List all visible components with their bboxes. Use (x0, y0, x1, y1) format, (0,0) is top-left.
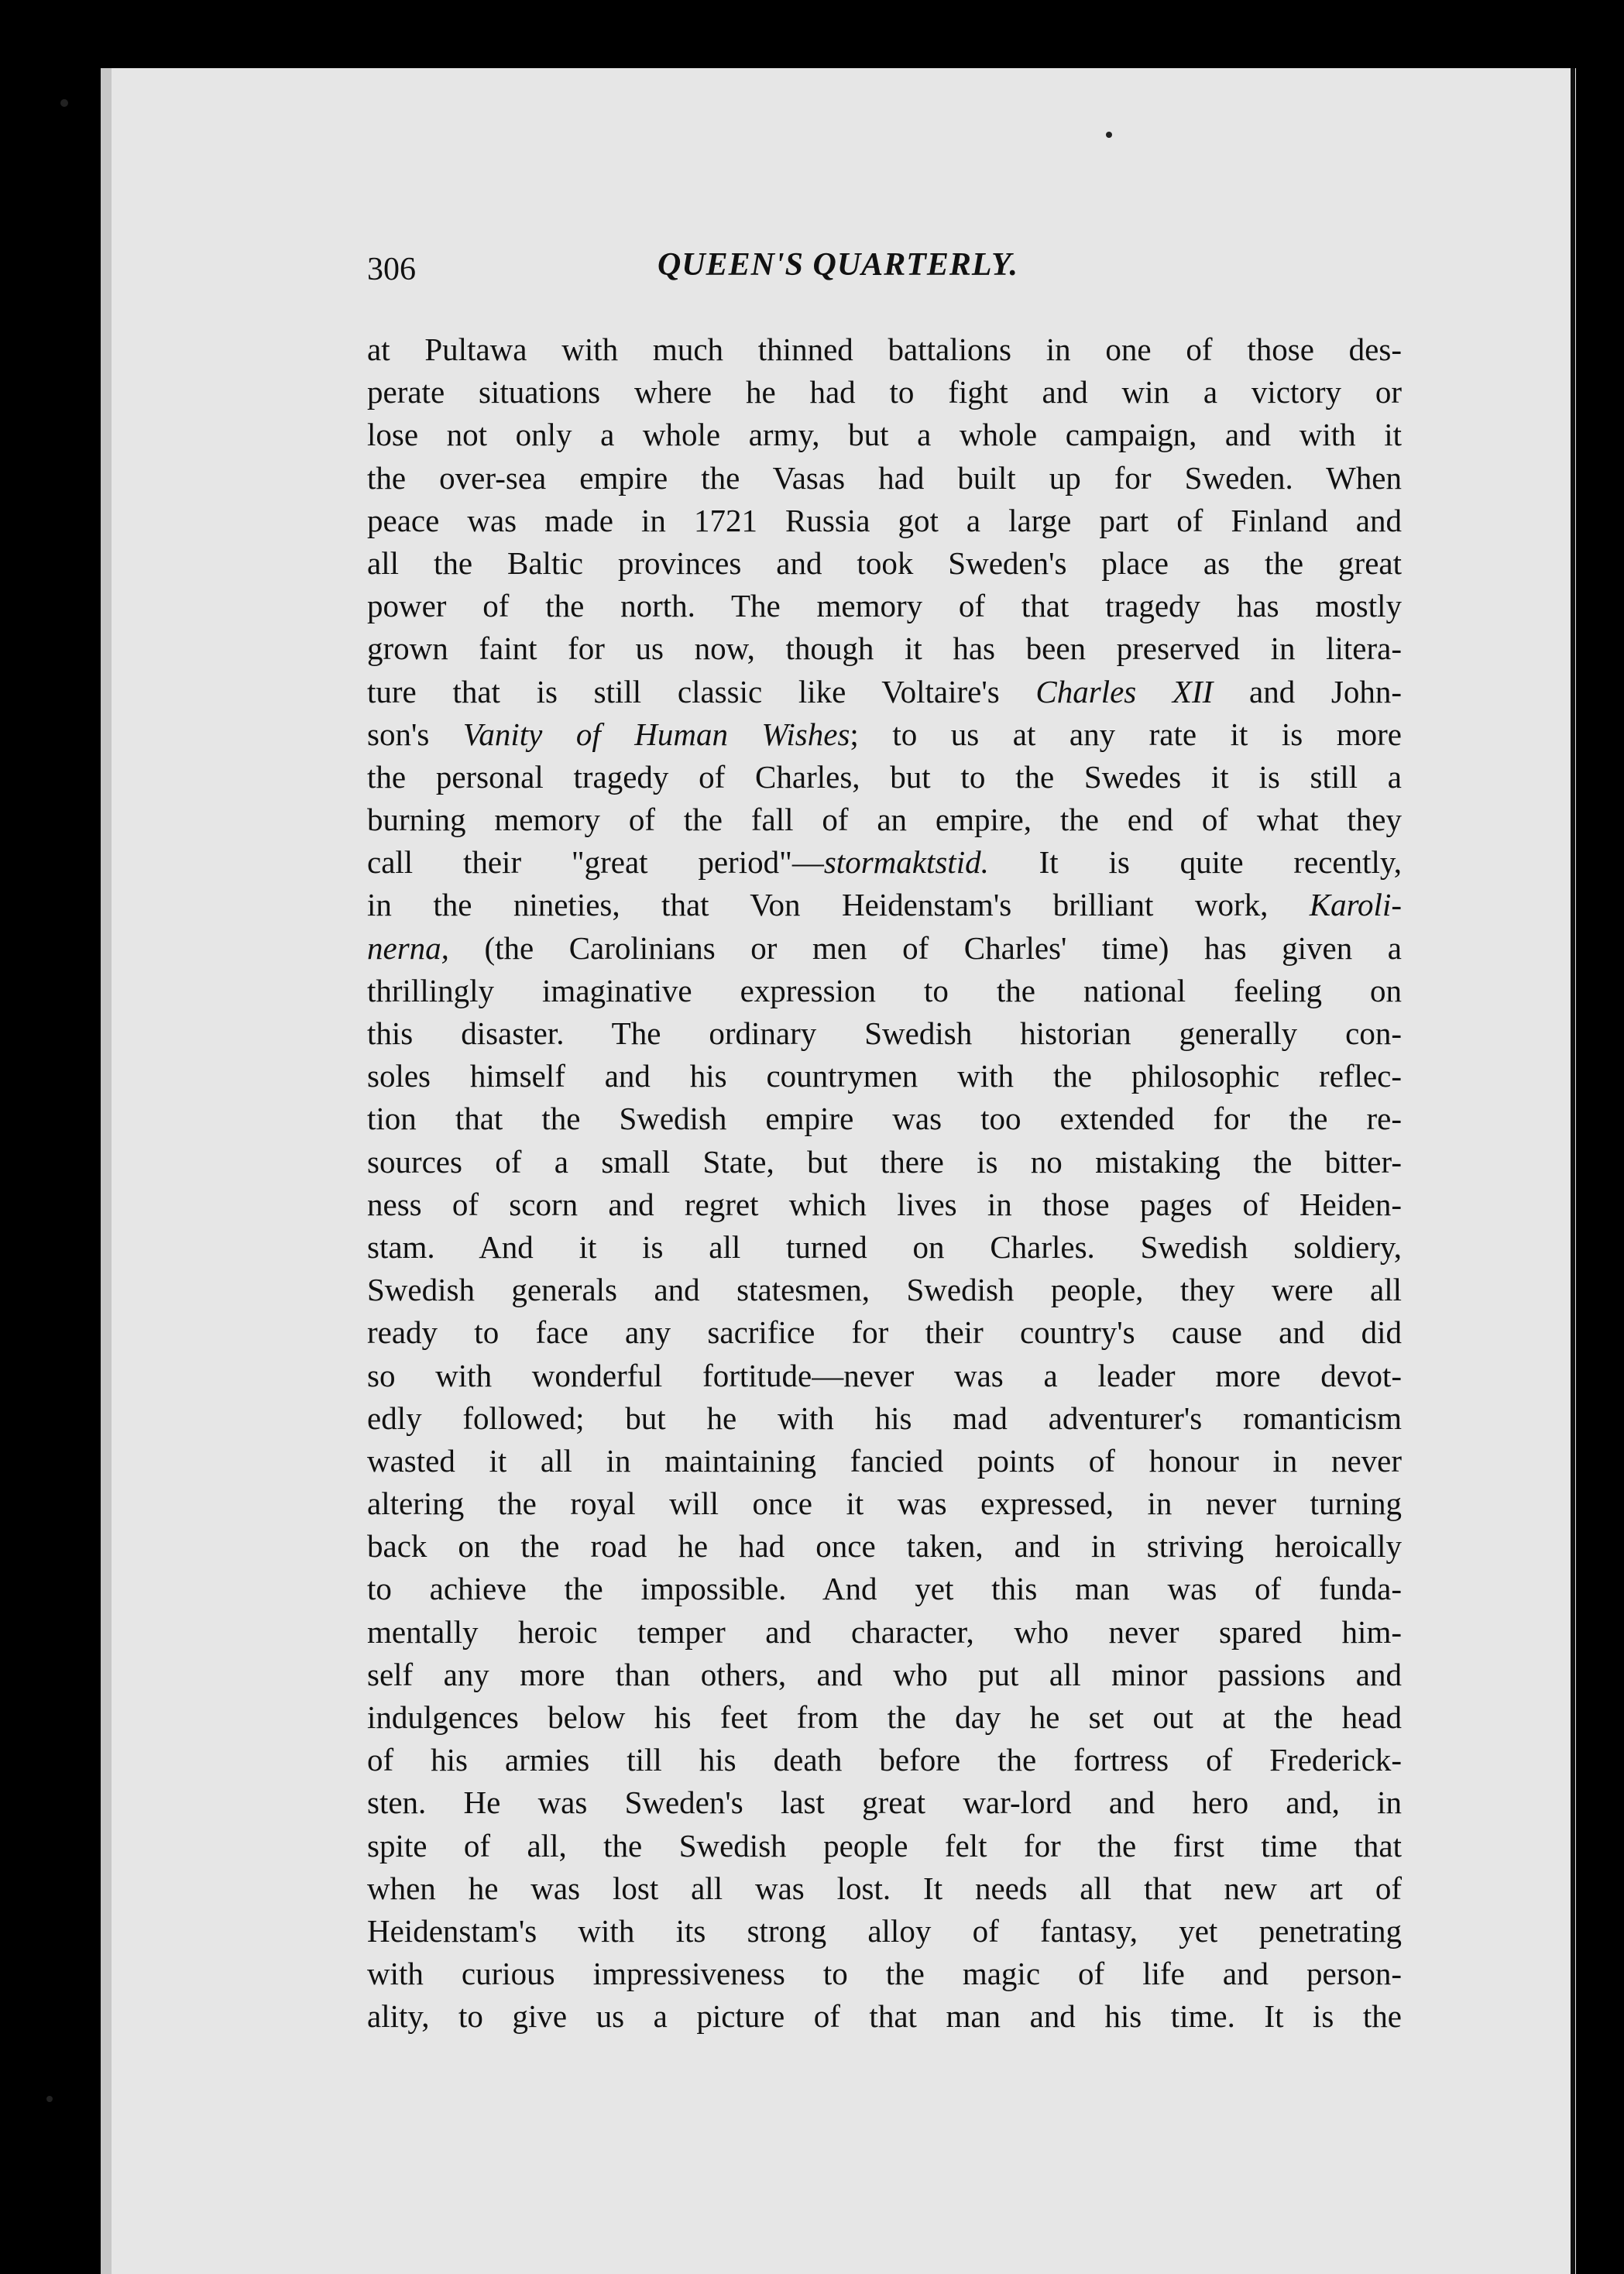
text-run: ture that is still classic like Voltaire's (367, 673, 1036, 709)
italic-text-run: Vanity of Human Wishes (462, 716, 850, 752)
text-run: stam. And it is all turned on Charles. Swedish soldiery, (367, 1228, 1402, 1265)
text-line (367, 1183, 1402, 1226)
text-run: ready to face any sacrifice for their country's cause and did (367, 1314, 1402, 1351)
italic-text-run: Karoli- (1309, 887, 1402, 923)
text-run: wasted it all in maintaining fancied points of honour in never (367, 1442, 1402, 1479)
text-line (367, 1781, 1402, 1824)
text-line (367, 500, 1402, 542)
text-line (367, 1397, 1402, 1440)
text-run: at Pultawa with much thinned battalions in one of those des- (367, 331, 1402, 367)
text-run: with curious impressiveness to the magic of life and person- (367, 1956, 1402, 1992)
text-run: grown faint for us now, though it has been preserved in litera- (367, 630, 1402, 667)
text-run: indulgences below his feet from the day he set out at the head (367, 1699, 1402, 1735)
text-run: thrillingly imaginative expression to the national feeling on (367, 972, 1402, 1008)
text-line (367, 1012, 1402, 1055)
text-run: the personal tragedy of Charles, but to the Swedes it is still a (367, 758, 1402, 795)
text-run: this disaster. The ordinary Swedish historian generally con- (367, 1015, 1402, 1051)
text-run: mentally heroic temper and character, who never spared him- (367, 1613, 1402, 1650)
text-run: peace was made in 1721 Russia got a large part of Finland and (367, 502, 1402, 538)
text-run: in the nineties, that Von Heidenstam's brilliant work, (367, 887, 1310, 923)
text-run: sten. He was Sweden's last great war-lord and hero and, in (367, 1785, 1402, 1821)
text-run: (the Carolinians or men of Charles' time) has given a (448, 929, 1402, 966)
text-run: lose not only a whole army, but a whole campaign, and with it (367, 417, 1402, 453)
text-run: so with wonderful fortitude—never was a leader more devot- (367, 1357, 1402, 1393)
text-run: ; to us at any rate it is more (850, 716, 1402, 752)
text-line (367, 1440, 1402, 1482)
text-line (367, 841, 1402, 884)
text-line (367, 1482, 1402, 1525)
dust-speck (60, 99, 68, 107)
text-run: Swedish generals and statesmen, Swedish people, they were all (367, 1272, 1402, 1308)
text-line (367, 1995, 1402, 2038)
text-run: and John- (1213, 673, 1402, 709)
text-line (367, 1226, 1402, 1269)
dust-speck (46, 2096, 53, 2102)
text-line (367, 927, 1402, 970)
body-text (367, 328, 1402, 2039)
text-line (367, 414, 1402, 456)
text-run: the over-sea empire the Vasas had built up for Sweden. When (367, 459, 1402, 496)
text-run: sources of a small State, but there is no mistaking the bitter- (367, 1143, 1402, 1180)
text-line (367, 1055, 1402, 1097)
text-run: power of the north. The memory of that tragedy has mostly (367, 588, 1402, 624)
text-line (367, 799, 1402, 841)
text-run: all the Baltic provinces and took Sweden's place as the great (367, 544, 1402, 581)
text-run: altering the royal will once it was expressed, in never turning (367, 1486, 1402, 1522)
text-line (367, 585, 1402, 627)
dust-speck (1106, 132, 1112, 138)
text-line (367, 970, 1402, 1012)
text-line (367, 1355, 1402, 1397)
text-line (367, 1141, 1402, 1183)
text-line (367, 713, 1402, 756)
running-head: QUEEN'S QUARTERLY. (657, 247, 1019, 283)
text-line (367, 1696, 1402, 1739)
text-line (367, 371, 1402, 414)
text-line (367, 1739, 1402, 1781)
text-run: edly followed; but he with his mad adventurer's romanticism (367, 1400, 1402, 1436)
page-fold-line (1571, 68, 1575, 2274)
text-line (367, 1825, 1402, 1867)
italic-text-run: nerna, (367, 929, 449, 966)
text-run: Heidenstam's with its strong alloy of fantasy, yet penetrating (367, 1912, 1402, 1949)
text-line (367, 457, 1402, 500)
text-line (367, 1867, 1402, 1910)
text-line (367, 1654, 1402, 1696)
italic-text-run: Charles XII (1035, 673, 1214, 709)
text-run: ness of scorn and regret which lives in those pages of Heiden- (367, 1186, 1402, 1222)
text-line (367, 884, 1402, 926)
text-run: of his armies till his death before the fortress of Frederick- (367, 1742, 1402, 1778)
text-run: It is quite recently, (988, 844, 1402, 881)
text-line (367, 1568, 1402, 1610)
text-line (367, 671, 1402, 713)
text-run: ality, to give us a picture of that man and his time. It is the (367, 1998, 1402, 2035)
page-edge-shadow (101, 68, 112, 2274)
text-line (367, 1097, 1402, 1140)
page-number: 306 (367, 252, 416, 287)
text-line (367, 627, 1402, 670)
text-line (367, 1311, 1402, 1354)
text-run: perate situations where he had to fight and win a victory or (367, 374, 1402, 410)
text-line (367, 328, 1402, 371)
italic-text-run: stormaktstid. (823, 844, 989, 881)
text-run: soles himself and his countrymen with the philosophic reflec- (367, 1058, 1402, 1094)
text-run: back on the road he had once taken, and in striving heroically (367, 1528, 1402, 1565)
text-run: son's (367, 716, 463, 752)
text-run: when he was lost all was lost. It needs all that new art of (367, 1870, 1402, 1906)
text-run: spite of all, the Swedish people felt for the first time that (367, 1827, 1402, 1864)
text-line (367, 1611, 1402, 1654)
page-header (367, 246, 1402, 293)
text-line (367, 1953, 1402, 1995)
text-line (367, 1910, 1402, 1953)
text-line (367, 1269, 1402, 1311)
text-line (367, 756, 1402, 799)
text-run: self any more than others, and who put all minor passions and (367, 1656, 1402, 1692)
text-run: call their "great period"— (367, 844, 824, 881)
text-run: to achieve the impossible. And yet this man was of funda- (367, 1571, 1402, 1607)
text-line (367, 542, 1402, 585)
text-run: tion that the Swedish empire was too extended for the re- (367, 1101, 1402, 1137)
text-run: burning memory of the fall of an empire, the end of what they (367, 802, 1402, 838)
text-line (367, 1525, 1402, 1568)
